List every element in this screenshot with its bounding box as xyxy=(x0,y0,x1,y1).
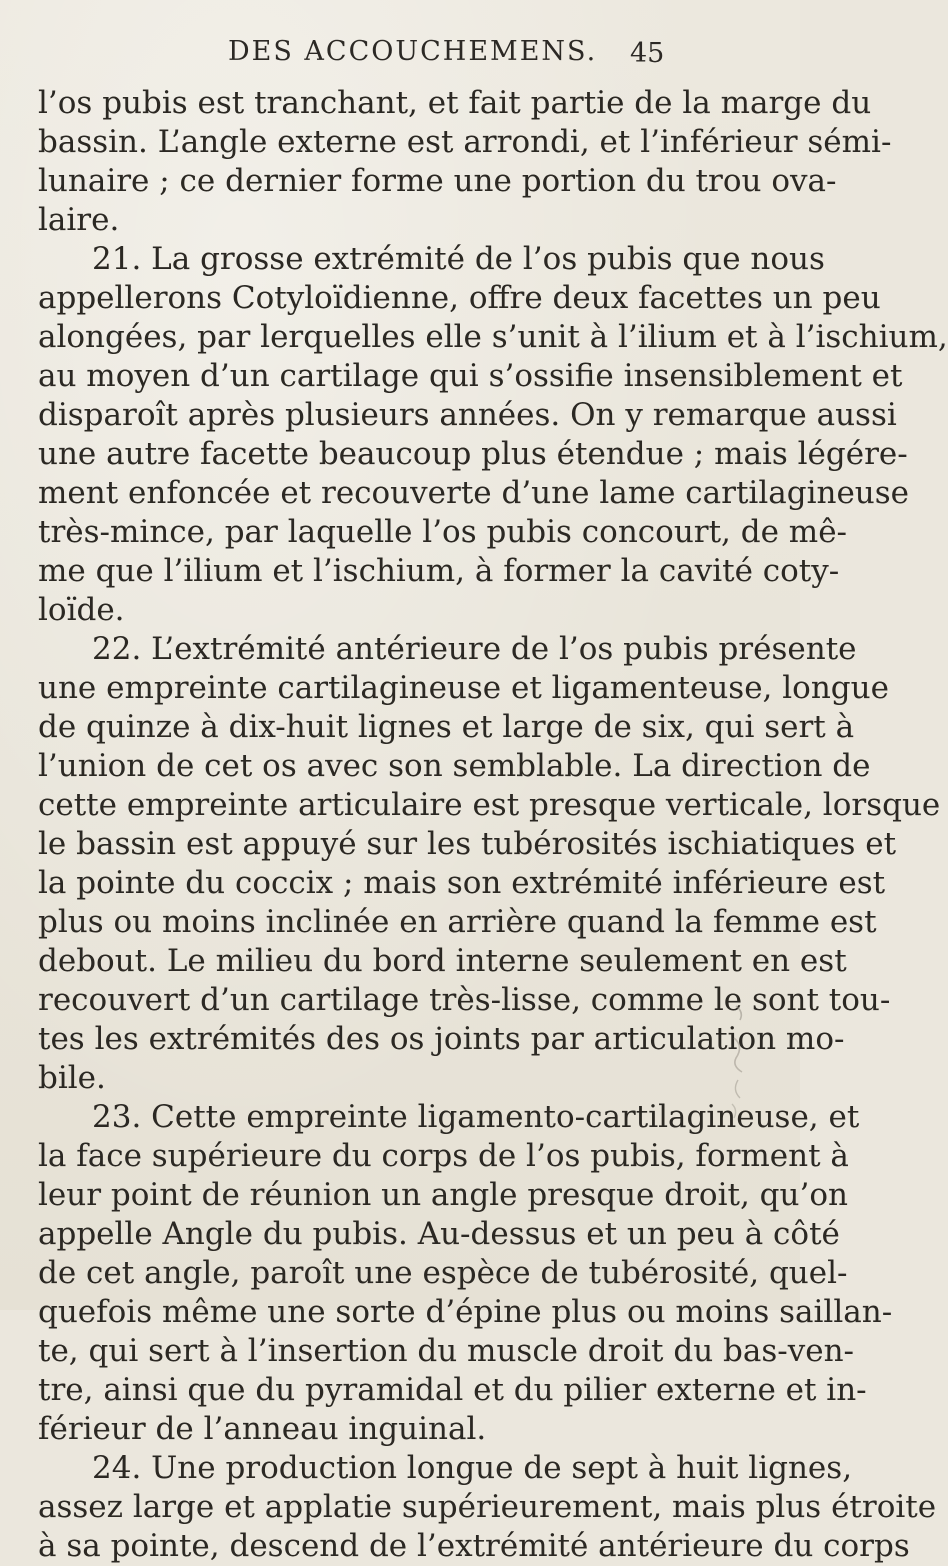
text-line: l’union de cet os avec son semblable. La direction de xyxy=(38,748,871,784)
text-line: très-mince, par laquelle l’os pubis concourt, de mê- xyxy=(38,514,848,550)
text-line: disparoît après plusieurs années. On y remarque aussi xyxy=(38,397,897,433)
text-line: une empreinte cartilagineuse et ligamenteuse, longue xyxy=(38,670,889,706)
paragraph-24-start: 24. Une production longue de sept à huit lignes, xyxy=(92,1450,853,1486)
text-line: le bassin est appuyé sur les tubérosités ischiatiques et xyxy=(38,826,897,862)
margin-pencil-mark xyxy=(722,1000,772,1130)
text-line: une autre facette beaucoup plus étendue ; mais légére- xyxy=(38,436,908,472)
text-line: te, qui sert à l’insertion du muscle droit du bas-ven- xyxy=(38,1333,855,1369)
text-line: bile. xyxy=(38,1060,106,1096)
body-text xyxy=(38,84,948,1566)
text-line: de quinze à dix-huit lignes et large de six, qui sert à xyxy=(38,709,855,745)
text-line: la pointe du coccix ; mais son extrémité inférieure est xyxy=(38,865,886,901)
text-line: plus ou moins inclinée en arrière quand la femme est xyxy=(38,904,877,940)
paragraph-21-start: 21. La grosse extrémité de l’os pubis que nous xyxy=(92,241,825,277)
text-line: debout. Le milieu du bord interne seulement en est xyxy=(38,943,847,979)
text-line: cette empreinte articulaire est presque verticale, lorsque xyxy=(38,787,941,823)
text-line: quefois même une sorte d’épine plus ou moins saillan- xyxy=(38,1294,893,1330)
paragraph-23-start: 23. Cette empreinte ligamento-cartilagineuse, et xyxy=(92,1099,860,1135)
text-line: tre, ainsi que du pyramidal et du pilier externe et in- xyxy=(38,1372,867,1408)
running-head: DES ACCOUCHEMENS. xyxy=(228,36,598,67)
text-line: de cet angle, paroît une espèce de tubérosité, quel- xyxy=(38,1255,848,1291)
text-line: à sa pointe, descend de l’extrémité antérieure du corps xyxy=(38,1528,910,1564)
paragraph-22-start: 22. L’extrémité antérieure de l’os pubis présente xyxy=(92,631,857,667)
text-line: laire. xyxy=(38,202,120,238)
text-line: recouvert d’un cartilage très-lisse, comme le sont tou- xyxy=(38,982,891,1018)
text-line: loïde. xyxy=(38,592,125,628)
text-line: alongées, par lerquelles elle s’unit à l’ilium et à l’ischium, xyxy=(38,319,948,355)
text-line: l’os pubis est tranchant, et fait partie de la marge du xyxy=(38,85,872,121)
text-line: férieur de l’anneau inguinal. xyxy=(38,1411,487,1447)
text-line: bassin. L’angle externe est arrondi, et l’inférieur sémi- xyxy=(38,124,892,160)
text-line: appelle Angle du pubis. Au-dessus et un peu à côté xyxy=(38,1216,840,1252)
text-line: me que l’ilium et l’ischium, à former la cavité coty- xyxy=(38,553,840,589)
text-line: assez large et applatie supérieurement, mais plus étroite xyxy=(38,1489,937,1525)
text-line: lunaire ; ce dernier forme une portion du trou ova- xyxy=(38,163,837,199)
text-line: au moyen d’un cartilage qui s’ossifie insensiblement et xyxy=(38,358,903,394)
text-line: la face supérieure du corps de l’os pubis, forment à xyxy=(38,1138,849,1174)
page-header xyxy=(0,36,800,76)
page-number: 45 xyxy=(630,38,665,69)
text-line: tes les extrémités des os joints par articulation mo- xyxy=(38,1021,845,1057)
text-line: leur point de réunion un angle presque droit, qu’on xyxy=(38,1177,848,1213)
text-line: appellerons Cotyloïdienne, offre deux facettes un peu xyxy=(38,280,881,316)
text-line: ment enfoncée et recouverte d’une lame cartilagineuse xyxy=(38,475,910,511)
